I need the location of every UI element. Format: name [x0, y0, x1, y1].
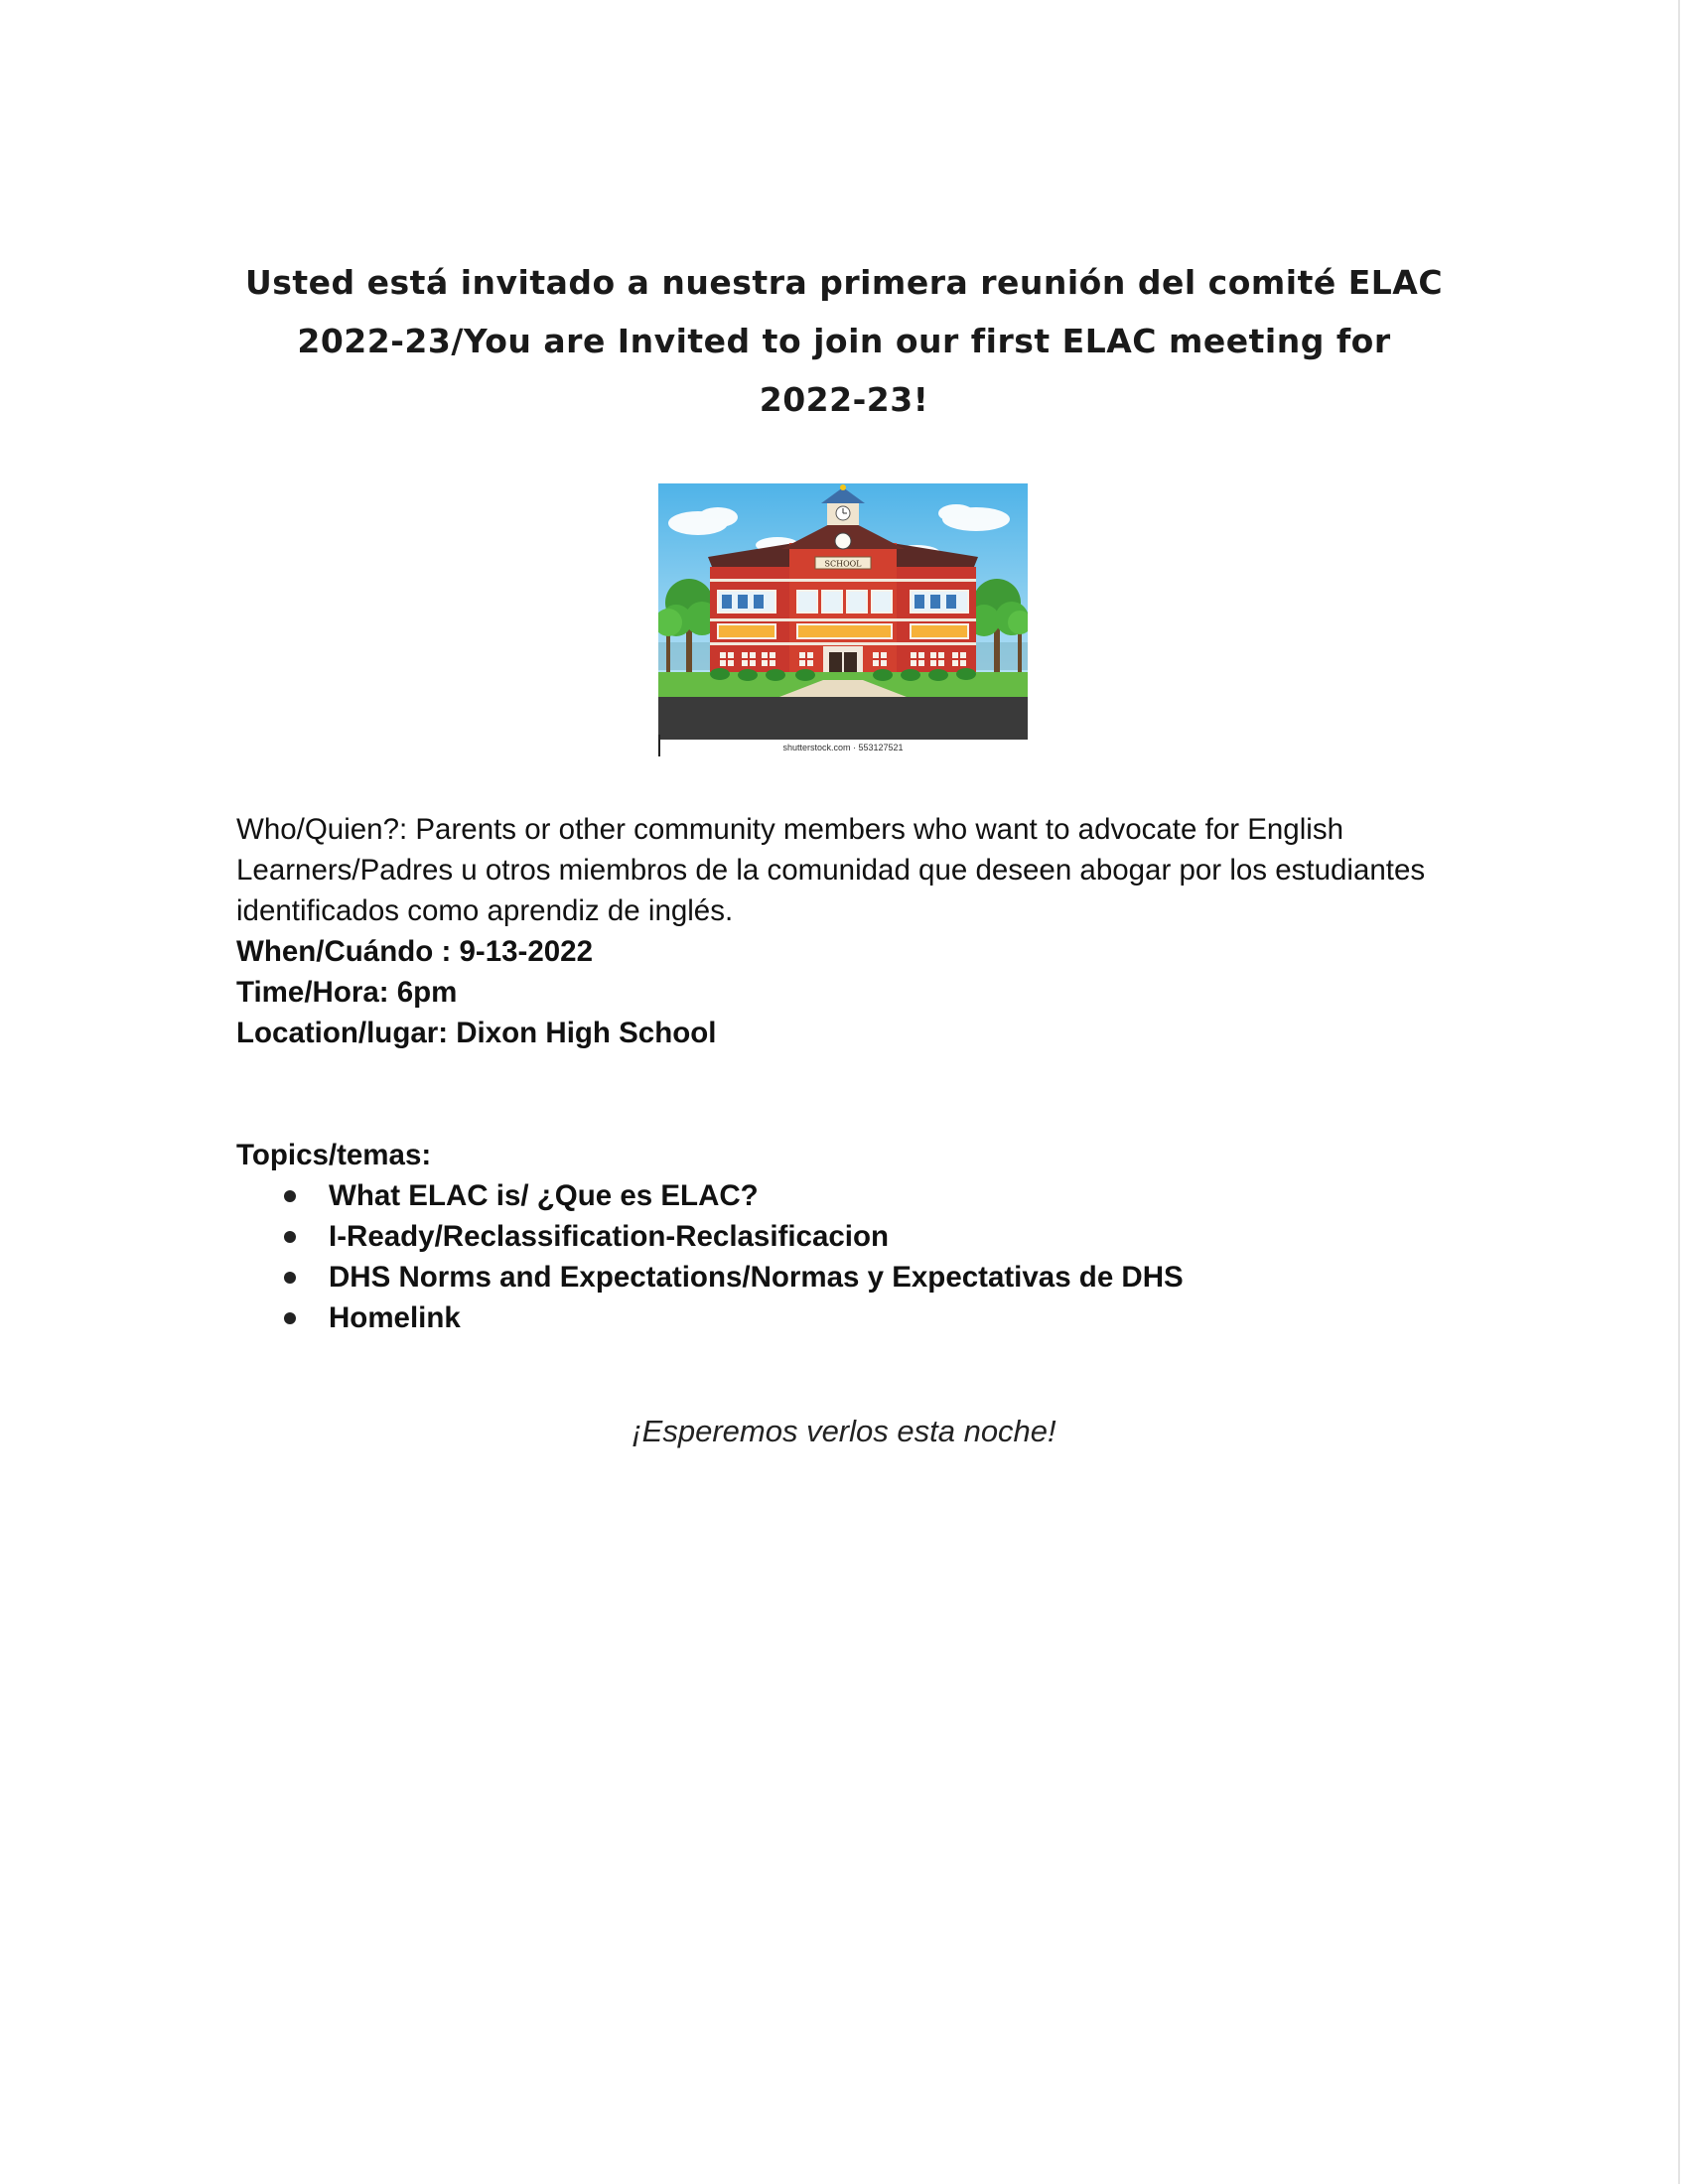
bullet-icon [284, 1272, 296, 1284]
topic-text: DHS Norms and Expectations/Normas y Expectativas de DHS [329, 1261, 1184, 1294]
topic-item [236, 1297, 1458, 1338]
bullet-icon [284, 1190, 296, 1202]
who-paragraph [236, 809, 1458, 931]
topic-text: What ELAC is/ ¿Que es ELAC? [329, 1179, 759, 1212]
title-line-1: Usted está invitado a nuestra primera reunión del comité ELAC [244, 263, 1444, 302]
school-sign-text: SCHOOL [824, 559, 862, 569]
meeting-date: When/Cuándo : 9-13-2022 [236, 935, 593, 968]
meeting-location: Location/lugar: Dixon High School [236, 1017, 717, 1049]
closing-message: ¡Esperemos verlos esta noche! [632, 1414, 1056, 1448]
title-line-2: 2022-23/You are Invited to join our first ELAC meeting for [297, 322, 1391, 360]
meeting-details [236, 809, 1458, 1053]
topic-item [236, 1257, 1458, 1297]
invitation-title [228, 253, 1460, 429]
who-text: Parents or other community members who want to advocate for English Learners/Padres u otros miembros de la comunidad que deseen abogar por los estudiantes identificados como aprendiz de inglés. [236, 813, 1426, 927]
topic-item [236, 1216, 1458, 1257]
topics-list [236, 1175, 1458, 1338]
topics-label: Topics/temas: [236, 1139, 432, 1171]
image-credit: shutterstock.com · 553127521 [782, 743, 904, 752]
topic-text: I-Ready/Reclassification-Reclasificacion [329, 1220, 890, 1253]
title-line-3: 2022-23! [759, 380, 929, 419]
who-label: Who/Quien?: [236, 813, 408, 846]
school-building-illustration [658, 483, 1028, 740]
bullet-icon [284, 1231, 296, 1243]
topic-item [236, 1175, 1458, 1216]
topics-section [236, 1135, 1458, 1338]
bullet-icon [284, 1312, 296, 1324]
meeting-time: Time/Hora: 6pm [236, 976, 458, 1009]
topic-text: Homelink [329, 1301, 461, 1334]
page-edge [1678, 0, 1680, 2184]
